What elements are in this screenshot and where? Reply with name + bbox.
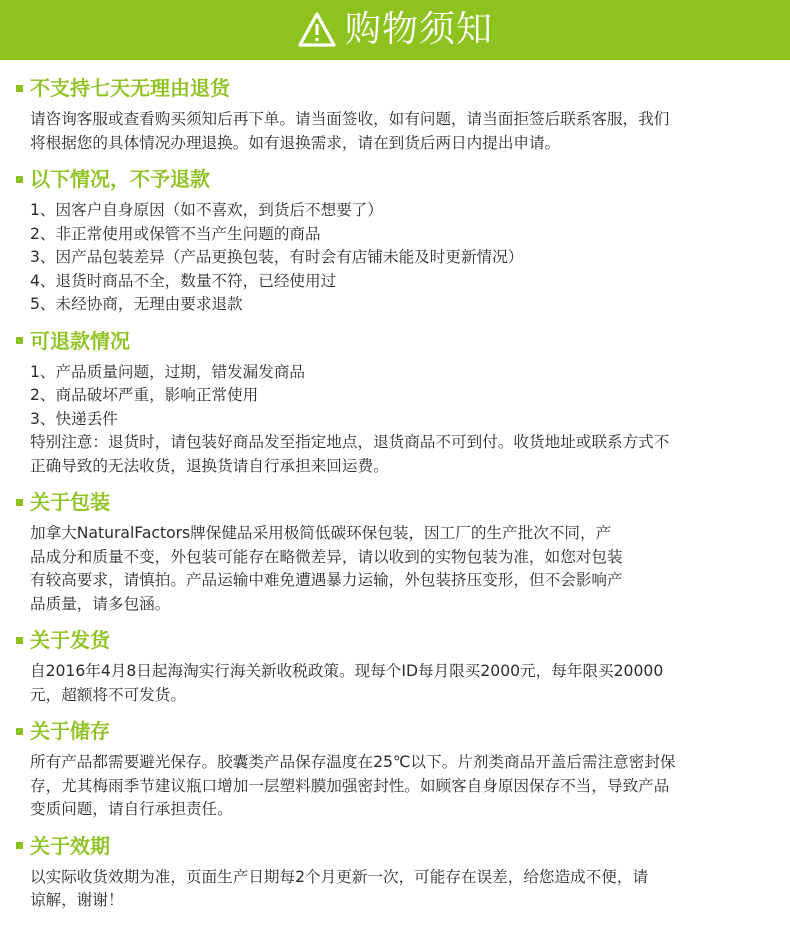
square-bullet-icon [16, 728, 23, 735]
section-heading [14, 68, 766, 108]
body-line: 以实际收货效期为准，页面生产日期每2个月更新一次，可能存在误差，给您造成不便，请 [30, 867, 649, 886]
body-line: 品质量，请多包涵。 [30, 594, 171, 613]
body-line: 元，超额将不可发货。 [30, 685, 186, 704]
section-title: 可退款情况 [30, 328, 130, 353]
section-body [14, 522, 766, 616]
section-title: 不支持七天无理由退货 [30, 76, 230, 100]
body-line: 变质问题，请自行承担责任。 [30, 800, 233, 818]
section-heading [14, 826, 766, 866]
body-line: 将根据您的具体情况办理退换。如有退换需求，请在到货后两日内提出申请。 [30, 133, 561, 152]
body-line: 所有产品都需要避光保存。胶囊类产品保存温度在25℃以下。片剂类商品开盖后需注意密封保 [30, 753, 676, 771]
section-title: 以下情况，不予退款 [30, 167, 210, 191]
header-banner [0, 0, 790, 60]
list-item: 3、快递丢件 [30, 409, 118, 428]
list-item: 4、退货时商品不全，数量不符，已经使用过 [30, 271, 337, 290]
warning-triangle-icon [297, 11, 337, 49]
section-no-refund-cases [14, 159, 766, 317]
section-body [14, 660, 766, 707]
section-title: 关于储存 [30, 719, 110, 743]
list-item: 1、产品质量问题，过期，错发漏发商品 [30, 362, 306, 381]
square-bullet-icon [16, 337, 23, 344]
section-title: 关于发货 [30, 628, 110, 652]
square-bullet-icon [16, 176, 23, 183]
section-body [14, 866, 766, 913]
square-bullet-icon [16, 842, 23, 849]
section-heading [14, 711, 766, 751]
section-refund-cases [14, 321, 766, 479]
list-item: 2、商品破坏严重，影响正常使用 [30, 386, 259, 404]
body-line: 特别注意：退货时，请包装好商品发至指定地点，退货商品不可到付。收货地址或联系方式不 [30, 433, 670, 451]
list-item: 2、非正常使用或保管不当产生问题的商品 [30, 224, 321, 243]
square-bullet-icon [16, 637, 23, 644]
page-title: 购物须知 [344, 9, 493, 50]
body-line: 有较高要求，请慎拍。产品运输中难免遭遇暴力运输，外包装挤压变形，但不会影响产 [30, 571, 623, 589]
section-expiry [14, 826, 766, 913]
section-body [14, 108, 766, 155]
list-item: 3、因产品包装差异（产品更换包装，有时会有店铺未能及时更新情况） [30, 248, 524, 266]
section-heading [14, 620, 766, 660]
body-line: 品成分和质量不变，外包装可能存在略微差异，请以收到的实物包装为准，如您对包装 [30, 547, 623, 566]
square-bullet-icon [16, 499, 23, 506]
body-line: 存，尤其梅雨季节建议瓶口增加一层塑料膜加强密封性。如顾客自身原因保存不当，导致产品 [30, 776, 670, 795]
section-title: 关于包装 [30, 490, 110, 514]
body-line: 正确导致的无法收货，退换货请自行承担来回运费。 [30, 456, 389, 475]
banner-title-group [297, 11, 493, 49]
section-heading [14, 159, 766, 199]
section-no-7day-return [14, 68, 766, 155]
section-title: 关于效期 [30, 833, 110, 858]
list-item: 5、未经协商，无理由要求退款 [30, 295, 243, 313]
list-item: 1、因客户自身原因（如不喜欢，到货后不想要了） [30, 201, 383, 219]
notice-content [14, 64, 766, 913]
section-packaging [14, 482, 766, 616]
section-shipping [14, 620, 766, 707]
section-heading [14, 321, 766, 361]
section-body [14, 199, 766, 317]
square-bullet-icon [16, 85, 23, 92]
body-line: 自2016年4月8日起海淘实行海关新收税政策。现每个ID每月限买2000元，每年限买20000 [30, 662, 664, 680]
section-body [14, 361, 766, 479]
section-storage [14, 711, 766, 822]
section-heading [14, 482, 766, 522]
body-line: 谅解，谢谢！ [30, 891, 124, 909]
body-line: 请咨询客服或查看购买须知后再下单。请当面签收，如有问题，请当面拒签后联系客服，我们 [30, 110, 670, 128]
section-body [14, 751, 766, 822]
body-line: 加拿大NaturalFactors牌保健品采用极简低碳环保包装，因工厂的生产批次不同，产 [30, 524, 612, 542]
